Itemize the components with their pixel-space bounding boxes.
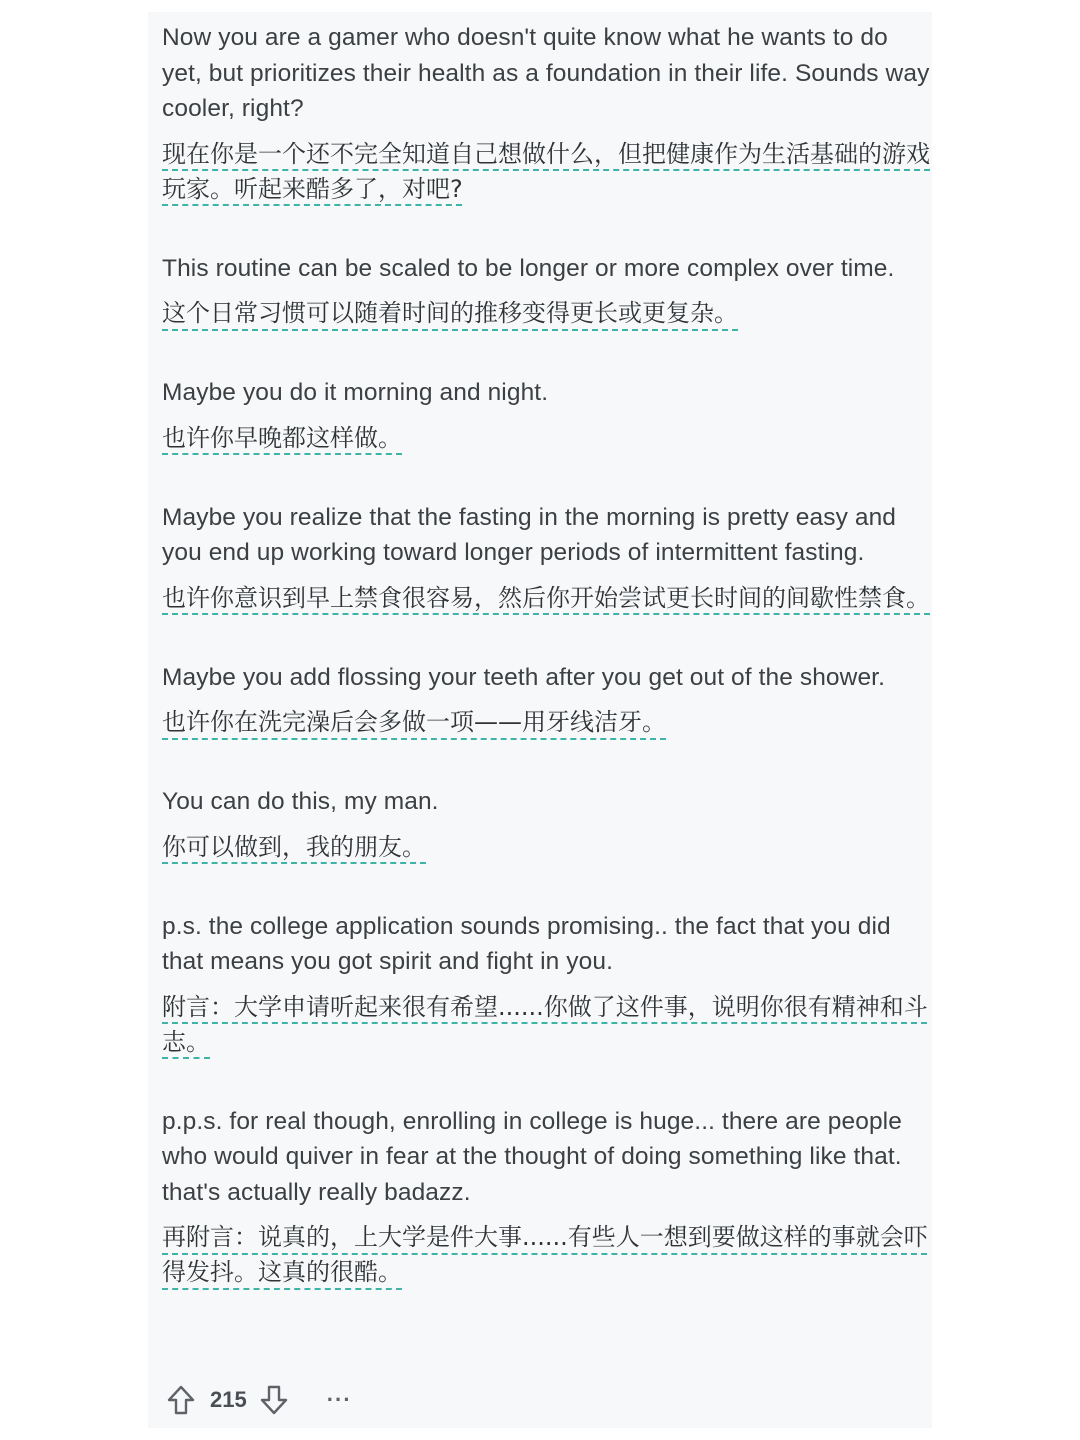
paragraph-2	[162, 251, 932, 332]
paragraph-6	[162, 784, 932, 865]
english-text: Maybe you realize that the fasting in the morning is pretty easy and you end up working toward longer periods of intermittent fasting.	[162, 503, 897, 566]
paragraph-3	[162, 375, 932, 456]
chinese-translation: 你可以做到，我的朋友。	[162, 832, 426, 861]
upvote-button[interactable]	[166, 1384, 196, 1416]
chinese-translation: 也许你早晚都这样做。	[162, 423, 402, 452]
chinese-translation: 附言：大学申请听起来很有希望......你做了这件事，说明你很有精神和斗志。	[162, 992, 928, 1056]
english-text: Maybe you do it morning and night.	[162, 379, 549, 406]
arrow-down-outline-icon	[260, 1385, 288, 1415]
chinese-translation: 也许你在洗完澡后会多做一项——用牙线洁牙。	[162, 708, 666, 736]
english-text: p.s. the college application sounds promising.. the fact that you did that means you got spirit and fight in you.	[162, 912, 891, 975]
paragraph-4	[162, 500, 932, 616]
english-text: Now you are a gamer who doesn't quite know what he wants to do yet, but prioritizes their health as a foundation in their life. Sounds way cooler, right?	[162, 24, 930, 122]
english-text: This routine can be scaled to be longer or more complex over time.	[162, 254, 895, 282]
comment-body	[162, 20, 932, 1290]
comment-action-bar	[166, 1382, 352, 1418]
chinese-translation: 这个日常习惯可以随着时间的推移变得更长或更复杂。	[162, 299, 738, 327]
english-text: Maybe you add flossing your teeth after you get out of the shower.	[162, 663, 885, 691]
paragraph-7	[162, 909, 932, 1060]
paragraph-1	[162, 20, 932, 207]
more-options-button[interactable]: ···	[326, 1387, 352, 1412]
english-text: You can do this, my man.	[162, 788, 439, 815]
english-text: p.p.s. for real though, enrolling in college is huge... there are people who would quiver in fear at the thought of doing something like that. that's actually really badazz.	[162, 1107, 902, 1206]
chinese-translation: 再附言：说真的，上大学是件大事......有些人一想到要做这样的事就会吓得发抖。这真的很酷。	[162, 1223, 928, 1286]
chinese-translation: 也许你意识到早上禁食很容易，然后你开始尝试更长时间的间歇性禁食。	[162, 583, 930, 612]
arrow-up-outline-icon	[167, 1385, 195, 1415]
chinese-translation: 现在你是一个还不完全知道自己想做什么，但把健康作为生活基础的游戏玩家。听起来酷多了，对吧?	[162, 139, 930, 203]
downvote-button[interactable]	[259, 1384, 289, 1416]
paragraph-5	[162, 660, 932, 741]
paragraph-8	[162, 1104, 932, 1291]
vote-score: 215	[210, 1387, 247, 1412]
